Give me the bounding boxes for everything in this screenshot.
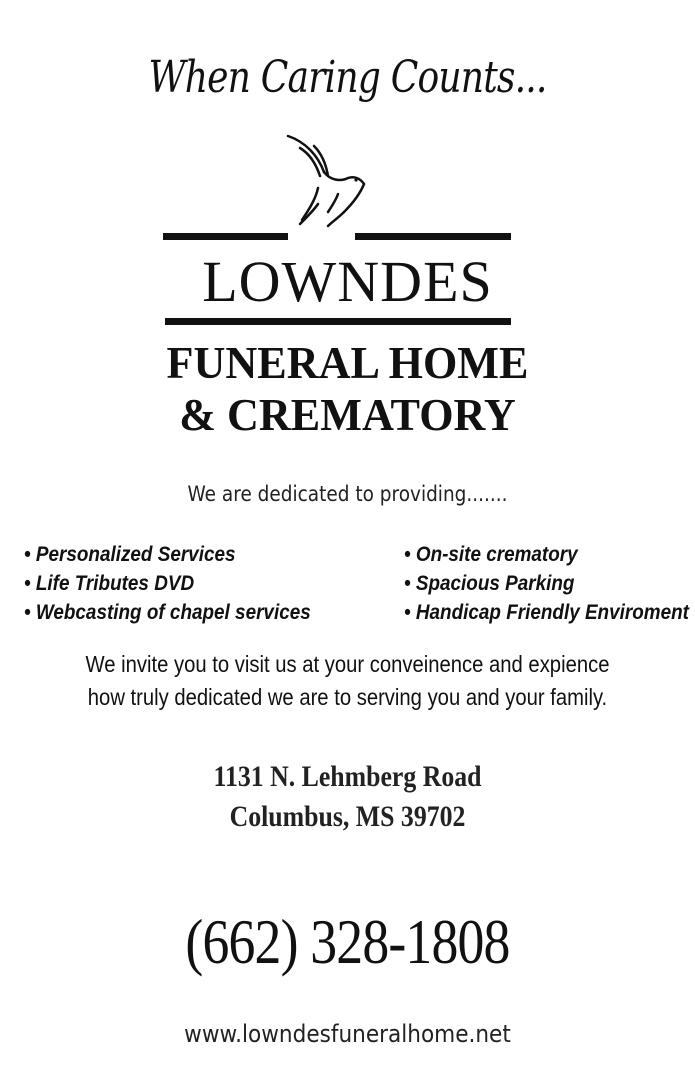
logo-rule-top-right <box>355 233 511 240</box>
invitation-text <box>42 648 654 714</box>
service-item: • Webcasting of chapel services <box>24 598 311 627</box>
logo-rule-top-left <box>163 233 288 240</box>
services-list-right <box>404 540 689 627</box>
service-item: • Personalized Services <box>24 540 311 569</box>
logo-name: LOWNDES <box>202 249 493 314</box>
services-list-left <box>24 540 311 627</box>
service-item: • On-site crematory <box>404 540 689 569</box>
tagline: When Caring Counts... <box>148 52 547 103</box>
dove-logo-icon <box>278 128 378 238</box>
address-city: Columbus, MS 39702 <box>229 800 466 833</box>
invitation-line-2: how truly dedicated we are to serving you and your family. <box>87 684 608 710</box>
intro-text: We are dedicated to providing....... <box>187 482 508 506</box>
invitation-line-1: We invite you to visit us at your conveinence and expience <box>85 651 610 677</box>
service-item: • Life Tributes DVD <box>24 569 311 598</box>
service-item: • Handicap Friendly Enviroment <box>404 598 689 627</box>
website-link[interactable]: www.lowndesfuneralhome.net <box>184 1020 511 1048</box>
logo-subtitle-2: & CREMATORY <box>179 389 516 440</box>
phone-number: (662) 328-1808 <box>185 906 510 977</box>
address-street: 1131 N. Lehmberg Road <box>213 760 482 793</box>
logo-subtitle-1: FUNERAL HOME <box>166 337 529 388</box>
service-item: • Spacious Parking <box>404 569 689 598</box>
logo-rule-bottom <box>165 318 511 325</box>
